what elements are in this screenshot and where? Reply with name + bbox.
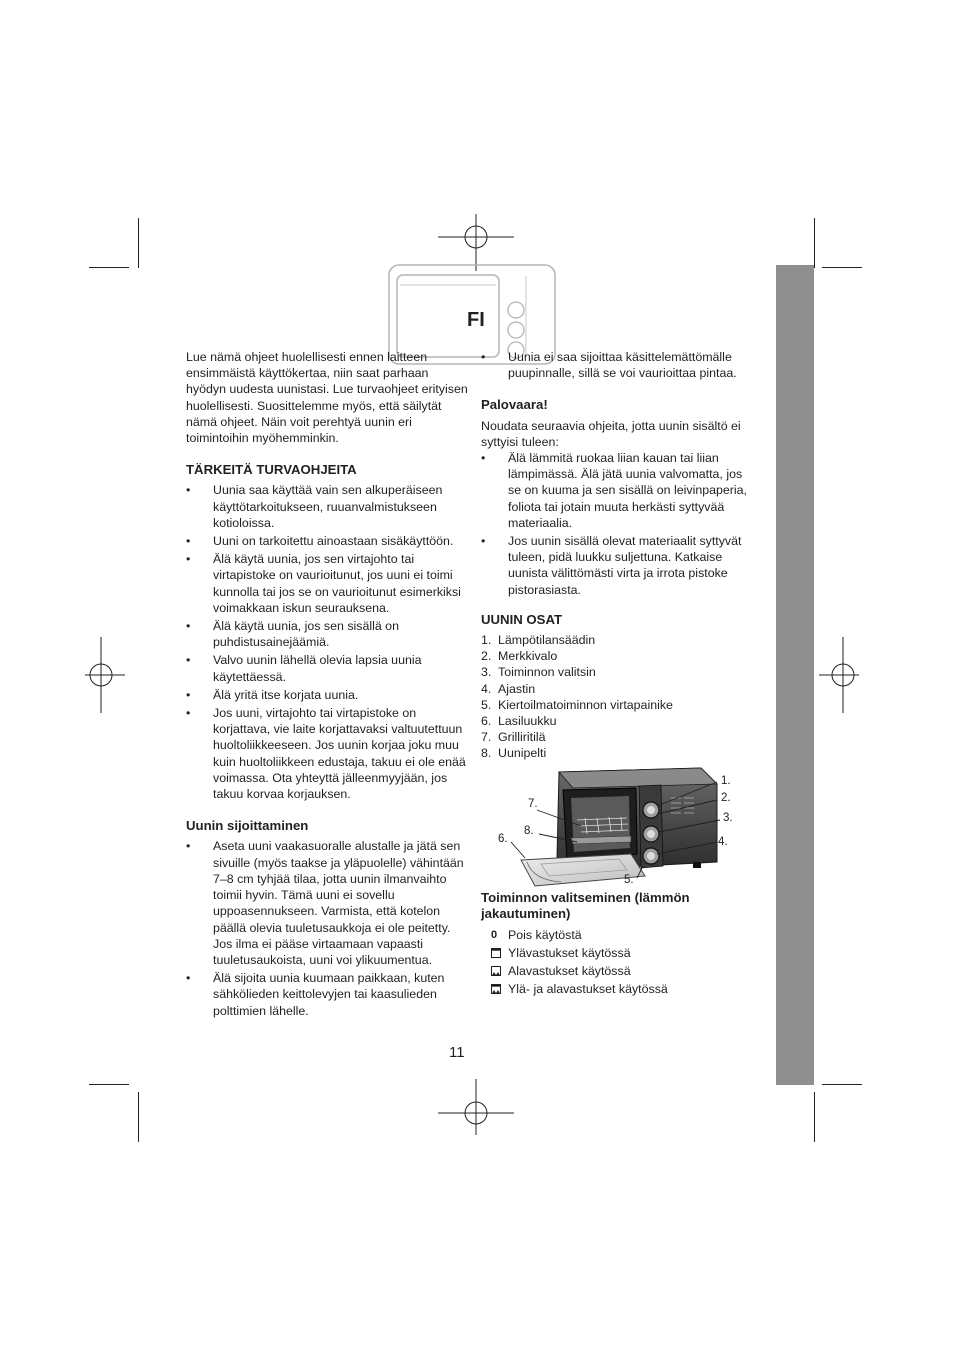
crop-mark — [138, 1092, 139, 1142]
list-item: • Älä käytä uunia, jos sen sisällä on puhdistusainejäämiä. — [186, 619, 399, 650]
list-item: • Älä käytä uunia, jos sen virtajohto tai virtapistoke on vaurioitunut, jos uuni ei toimi kunnolla tai jos se on vaurioitunut esimerkiksi voimakkaan iskun seurauksena. — [186, 552, 461, 615]
registration-mark-icon — [805, 637, 881, 713]
right-column — [481, 349, 753, 998]
list-item: Alavastukset käytössä — [481, 962, 753, 980]
bottom-heat-icon — [481, 966, 508, 976]
list-item: • Uunia ei saa sijoittaa käsittelemättömälle puupinnalle, sillä se voi vaurioittaa pintaa. — [481, 350, 737, 381]
left-column — [186, 349, 468, 1021]
parts-heading: UUNIN OSAT — [481, 611, 563, 627]
parts-list — [481, 632, 753, 762]
list-item: 3. Toiminnon valitsin — [481, 665, 596, 680]
list-item: 1. Lämpötilansäädin — [481, 633, 596, 648]
list-item: 2. Merkkivalo — [481, 649, 558, 664]
list-item: • Jos uunin sisällä olevat materiaalit syttyvät tuleen, pidä luukku suljettuna. Katkaise uunista välittömästi virta ja irrota pistoke pistorasiasta. — [481, 534, 742, 597]
list-item: 7. Grilliritilä — [481, 730, 546, 745]
list-item: Ylävastukset käytössä — [481, 944, 753, 962]
crop-mark — [138, 218, 139, 268]
crop-mark — [814, 218, 815, 268]
callout-5: 5. — [624, 873, 634, 886]
placement-heading: Uunin sijoittaminen — [186, 818, 309, 834]
callout-7: 7. — [528, 797, 538, 810]
safety-heading: TÄRKEITÄ TURVAOHJEITA — [186, 462, 357, 478]
registration-mark-icon — [63, 637, 139, 713]
oven-parts-figure — [481, 762, 735, 888]
crop-mark — [822, 1084, 862, 1085]
crop-mark — [89, 1084, 129, 1085]
list-item: • Älä sijoita uunia kuumaan paikkaan, kuten sähkölieden keittolevyjen tai kaasulieden polttimien lähelle. — [186, 971, 445, 1018]
safety-list — [186, 482, 468, 802]
list-item: 0 Pois käytöstä — [481, 926, 753, 944]
crop-mark — [89, 267, 129, 268]
fire-list — [481, 450, 753, 598]
list-item: 8. Uunipelti — [481, 746, 547, 761]
function-heading: Toiminnon valitseminen (lämmön jakautuminen) — [481, 889, 690, 921]
list-item: • Älä lämmitä ruokaa liian kauan tai liian lämpimässä. Älä jätä uunia valvomatta, jos se on kuuma ja sen sisällä on leivinpaperia, foliota tai jotain muuta herkästi syttyvää materiaalia. — [481, 451, 748, 530]
list-item: 5. Kiertoilmatoiminnon virtapainike — [481, 697, 673, 712]
registration-mark-icon — [438, 1075, 514, 1151]
list-item: • Älä yritä itse korjata uunia. — [186, 687, 359, 702]
callout-4: 4. — [718, 835, 728, 848]
callout-8: 8. — [524, 824, 534, 837]
language-code: FI — [467, 309, 485, 331]
list-item: • Valvo uunin lähellä olevia lapsia uunia käytettäessä. — [186, 653, 422, 684]
list-item: • Uuni on tarkoitettu ainoastaan sisäkäyttöön. — [186, 534, 454, 549]
list-item: Ylä- ja alavastukset käytössä — [481, 980, 753, 998]
intro-paragraph: Lue nämä ohjeet huolellisesti ennen laitteen ensimmäistä käyttökertaa, niin saat parhaan hyödyn uudesta uunistasi. Lue turvaohjeet erityisen huolellisesti. Suosittelemme myös, että säilytät nämä ohjeet. Näin voit perehtyä uunin eri toimintoihin myöhemminkin. — [186, 350, 468, 446]
list-item: 6. Lasiluukku — [481, 714, 557, 729]
page-number: 11 — [449, 1044, 465, 1061]
placement-list-continued — [481, 349, 753, 381]
callout-1: 1. — [721, 774, 731, 787]
callout-3: 3. — [723, 811, 733, 824]
list-item: 4. Ajastin — [481, 681, 536, 696]
list-item: • Uunia saa käyttää vain sen alkuperäiseen käyttötarkoitukseen, ruuanvalmistukseen kotioloissa. — [186, 483, 443, 530]
crop-mark — [822, 267, 862, 268]
fire-intro: Noudata seuraavia ohjeita, jotta uunin sisältö ei syttyisi tuleen: — [481, 418, 741, 449]
oven-illustration-icon — [481, 762, 735, 888]
fire-heading: Palovaara! — [481, 397, 548, 413]
off-icon: 0 — [491, 928, 498, 941]
list-item: • Jos uuni, virtajohto tai virtapistoke on korjattava, vie laite korjattavaksi valtuutettuun huoltoliikkeeseen. Jos uunin korjaa joku muu kuin huoltoliikkeen edustaja, takuu ei ole enää voimassa. Ota yhteyttä jälleenmyyjään, jos takuu korvaa korjauksen. — [186, 706, 466, 802]
list-item: • Aseta uuni vaakasuoralle alustalle ja jätä sen sivuille (myös taakse ja yläpuolelle) vähintään 7–8 cm tyhjää tilaa, jotta uunin ilmanvaihto toimii hyvin. Tämä uuni ei sovellu uppoasennukseen. Varmista, että kotelon päällä olevia tuuletusaukkoja ei ole peitetty. Jos ilma ei pääse virtaamaan vapaasti tuuletusaukoista, uuni voi ylikuumentua. — [186, 839, 464, 967]
function-list — [481, 926, 753, 998]
top-bottom-heat-icon — [481, 984, 508, 994]
top-heat-icon — [481, 948, 508, 958]
crop-mark — [814, 1092, 815, 1142]
callout-6: 6. — [498, 832, 508, 845]
language-side-tab — [776, 265, 814, 1085]
placement-list — [186, 838, 468, 1018]
callout-2: 2. — [721, 791, 731, 804]
